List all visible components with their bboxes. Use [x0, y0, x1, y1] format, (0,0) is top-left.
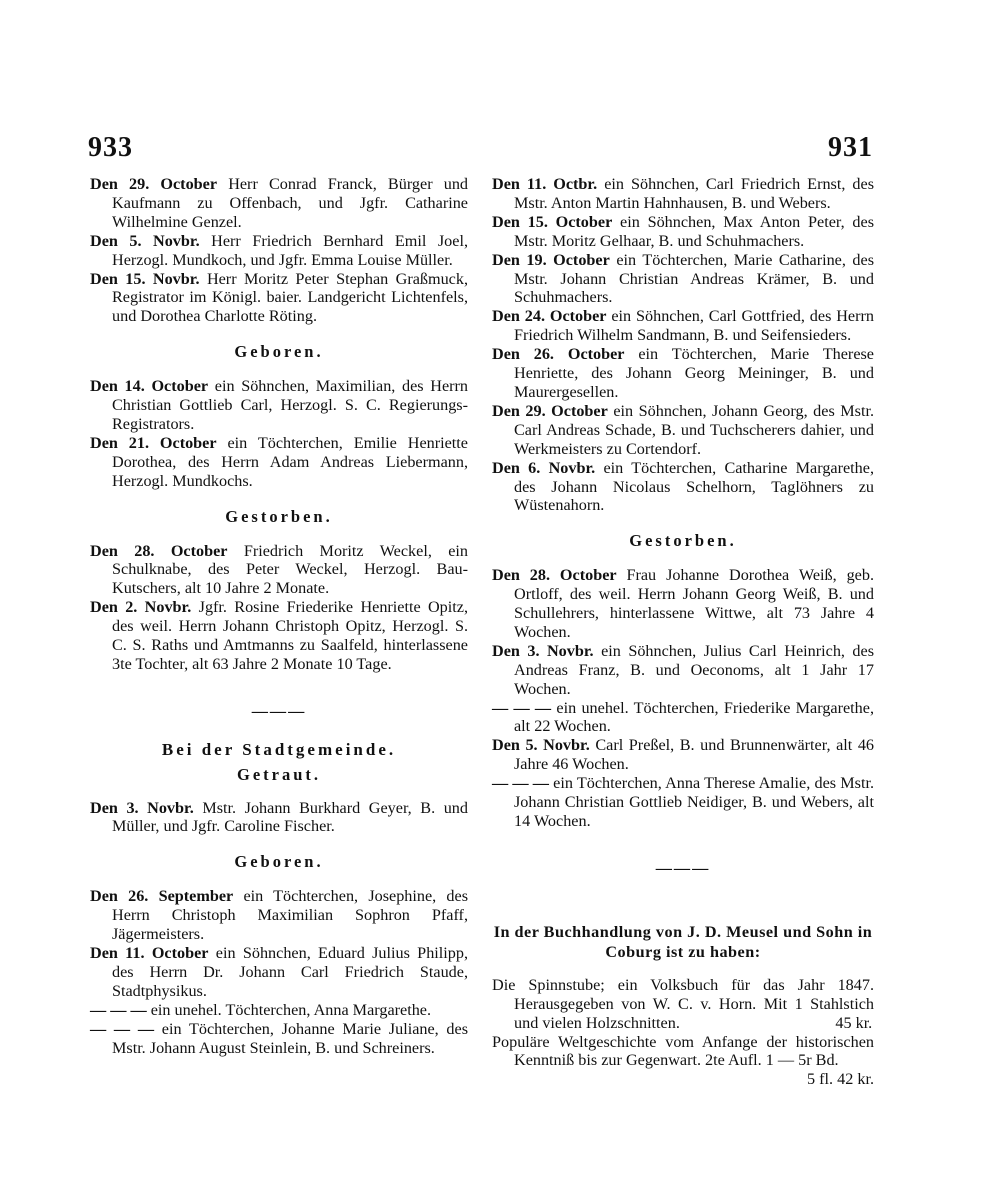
list-item	[90, 434, 468, 491]
entry-text: Frau Johanne Dorothea Weiß, geb. Ortloff, des weil. Herrn Johann Georg Weiß, B. und Schullehrers, hinterlassene Wittwe, alt 73 Jahre 4 Wochen.	[514, 566, 874, 641]
entry-text: ein Töchterchen, Marie Therese Henriette, des Johann Georg Meininger, B. und Maurergesellen.	[514, 345, 874, 401]
entry-text: Mstr. Johann Burkhard Geyer, B. und Müller, und Jgfr. Caroline Fischer.	[112, 798, 468, 836]
list-item	[90, 887, 468, 944]
entry-text: Carl Preßel, B. und Brunnenwärter, alt 46 Jahre 46 Wochen.	[514, 736, 875, 774]
list-item	[492, 175, 874, 213]
entry-date: Den 6. Novbr.	[492, 458, 596, 477]
page-number-left: 933	[88, 132, 133, 163]
list-item	[492, 566, 874, 642]
list-item	[492, 736, 874, 774]
list-item	[492, 345, 874, 402]
entry-date: — — —	[492, 698, 552, 717]
entry-date: — — —	[90, 1019, 155, 1038]
entry-date: Den 29. October	[492, 401, 608, 420]
entry-date: Den 11. October	[90, 944, 209, 962]
entry-text: ein Töchterchen, Josephine, des Herrn Christoph Maximilian Sophron Pfaff, Jägermeisters.	[112, 887, 469, 944]
entry-text: ein Töchterchen, Johanne Marie Juliane, des Mstr. Johann August Steinlein, B. und Schreiners.	[112, 1019, 469, 1057]
entry-text: ein Söhnchen, Johann Georg, des Mstr. Carl Andreas Schade, B. und Tuchscherers dahier, und Werkmeisters zu Cortendorf.	[514, 401, 874, 458]
list-item	[90, 1020, 468, 1058]
list-item	[90, 377, 468, 434]
entry-text: ein Söhnchen, Eduard Julius Philipp, des Herrn Dr. Johann Carl Friedrich Staude, Stadtphysikus.	[112, 944, 469, 1000]
page-number-right: 931	[828, 132, 873, 163]
marriage-list-city	[90, 799, 468, 837]
entry-text: Herr Friedrich Bernhard Emil Joel, Herzogl. Mundkoch, und Jgfr. Emma Louise Müller.	[112, 231, 468, 269]
entry-text: Herr Conrad Franck, Bürger und Kaufmann zu Offenbach, und Jgfr. Catharine Wilhelmine Genzel.	[112, 175, 469, 231]
list-item	[90, 1001, 468, 1020]
entry-text: ein unehel. Töchterchen, Friederike Margarethe, alt 22 Wochen.	[514, 698, 875, 736]
birth-list-city	[90, 887, 468, 1057]
entry-date: — — —	[492, 774, 549, 793]
section-heading-stadtgemeinde: Bei der Stadtgemeinde.	[161, 739, 397, 759]
entry-date: — — —	[90, 1000, 147, 1019]
entry-date: Den 28. October	[90, 541, 228, 560]
book-advert	[492, 1032, 874, 1089]
entry-date: Den 14. October	[90, 377, 209, 396]
birth-list-continued	[492, 175, 874, 515]
entry-text: ein Töchterchen, Marie Catharine, des Mstr. Johann Christian Andreas Krämer, B. und Schuhmachers.	[514, 250, 875, 307]
entry-text: ein Töchterchen, Emilie Henriette Dorothea, des Herrn Adam Andreas Liebermann, Herzogl. Mundkochs.	[112, 433, 468, 490]
entry-text: ein Töchterchen, Anna Therese Amalie, des Mstr. Johann Christian Gottlieb Neidiger, B. und Webers, alt 14 Wochen.	[514, 774, 875, 830]
entry-date: Den 26. September	[90, 887, 234, 906]
entry-text: ein Söhnchen, Max Anton Peter, des Mstr. Moritz Gelhaar, B. und Schuhmachers.	[514, 212, 875, 250]
entry-text: ein unehel. Töchterchen, Anna Margarethe.	[150, 1000, 432, 1019]
entry-text: Friedrich Moritz Weckel, ein Schulknabe, des Peter Weckel, Herzogl. Bau-Kutschers, alt 10 Jahre 2 Monate.	[112, 541, 469, 598]
list-item	[492, 307, 874, 345]
death-list	[90, 542, 468, 674]
list-item	[492, 642, 874, 699]
list-item	[492, 699, 874, 737]
section-heading-geboren-city: Geboren.	[234, 852, 324, 872]
bookshop-heading: In der Buchhandlung von J. D. Meusel und Sohn in Coburg ist zu haben:	[493, 922, 873, 961]
section-heading-geboren: Geboren.	[234, 342, 324, 362]
death-list-city	[492, 566, 874, 831]
list-item	[492, 402, 874, 459]
entry-text: ein Töchterchen, Catharine Margarethe, des Johann Nicolaus Schelhorn, Taglöhners zu Wüstenahorn.	[514, 458, 875, 515]
section-divider: ———	[251, 701, 307, 720]
list-item	[492, 774, 874, 831]
entry-text: ein Söhnchen, Carl Friedrich Ernst, des Mstr. Anton Martin Hahnhausen, B. und Webers.	[514, 175, 874, 212]
entry-date: Den 3. Novbr.	[492, 641, 594, 660]
entry-date: Den 5. Novbr.	[90, 231, 200, 250]
entry-text: ein Söhnchen, Carl Gottfried, des Herrn Friedrich Wilhelm Sandmann, B. und Seifensieders.	[514, 307, 874, 345]
book-advert	[492, 976, 874, 1033]
book-text: Populäre Weltgeschichte vom Anfange der historischen Kenntniß bis zur Gegenwart. 2te Aufl. 1 — 5r Bd.	[492, 1032, 874, 1070]
entry-date: Den 26. October	[492, 345, 625, 364]
entry-date: Den 3. Novbr.	[90, 798, 194, 817]
list-item	[90, 175, 468, 232]
entry-date: Den 21. October	[90, 433, 217, 452]
list-item	[90, 799, 468, 837]
entry-text: ein Söhnchen, Maximilian, des Herrn Christian Gottlieb Carl, Herzogl. S. C. Regierungs-Registrators.	[112, 377, 469, 433]
list-item	[492, 213, 874, 251]
list-item	[90, 270, 468, 327]
entry-date: Den 24. October	[492, 307, 607, 326]
entry-date: Den 15. Novbr.	[90, 269, 200, 288]
left-column	[90, 175, 468, 1057]
entry-date: Den 29. October	[90, 175, 218, 193]
section-heading-gestorben: Gestorben.	[225, 506, 333, 526]
list-item	[492, 251, 874, 308]
entry-text: Herr Moritz Peter Stephan Graßmuck, Registrator im Königl. baier. Landgericht Lichtenfels, und Dorothea Charlotte Röting.	[112, 269, 469, 326]
book-text: Die Spinnstube; ein Volksbuch für das Jahr 1847. Herausgegeben von W. C. v. Horn. Mit 1 Stahlstich und vielen Holzschnitten.	[492, 975, 874, 1032]
right-column	[492, 175, 874, 1089]
list-item	[90, 598, 468, 674]
book-price: 5 fl. 42 kr.	[807, 1070, 874, 1089]
entry-date: Den 19. October	[492, 250, 610, 269]
entry-text: ein Söhnchen, Julius Carl Heinrich, des Andreas Franz, B. und Oeconoms, alt 1 Jahr 17 Wochen.	[514, 641, 875, 698]
marriage-list	[90, 175, 468, 326]
section-heading-getraut: Getraut.	[236, 764, 322, 784]
list-item	[492, 459, 874, 516]
entry-date: Den 11. Octbr.	[492, 175, 598, 193]
entry-date: Den 2. Novbr.	[90, 598, 192, 617]
book-price: 45 kr.	[835, 1013, 873, 1032]
entry-date: Den 15. October	[492, 212, 613, 231]
entry-date: Den 28. October	[492, 566, 617, 585]
list-item	[90, 944, 468, 1001]
list-item	[90, 232, 468, 270]
section-heading-gestorben-city: Gestorben.	[629, 531, 737, 551]
section-divider: ———	[655, 858, 711, 877]
book-advert-list	[492, 975, 874, 1089]
birth-list	[90, 377, 468, 490]
entry-text: Jgfr. Rosine Friederike Henriette Opitz, des weil. Herrn Johann Christoph Opitz, Herzogl. S. C. S. Raths und Amtmanns zu Saalfeld, hinterlassene 3te Tochter, alt 63 Jahre 2 Monate 10 Tage.	[112, 598, 468, 673]
list-item	[90, 542, 468, 599]
entry-date: Den 5. Novbr.	[492, 736, 590, 755]
